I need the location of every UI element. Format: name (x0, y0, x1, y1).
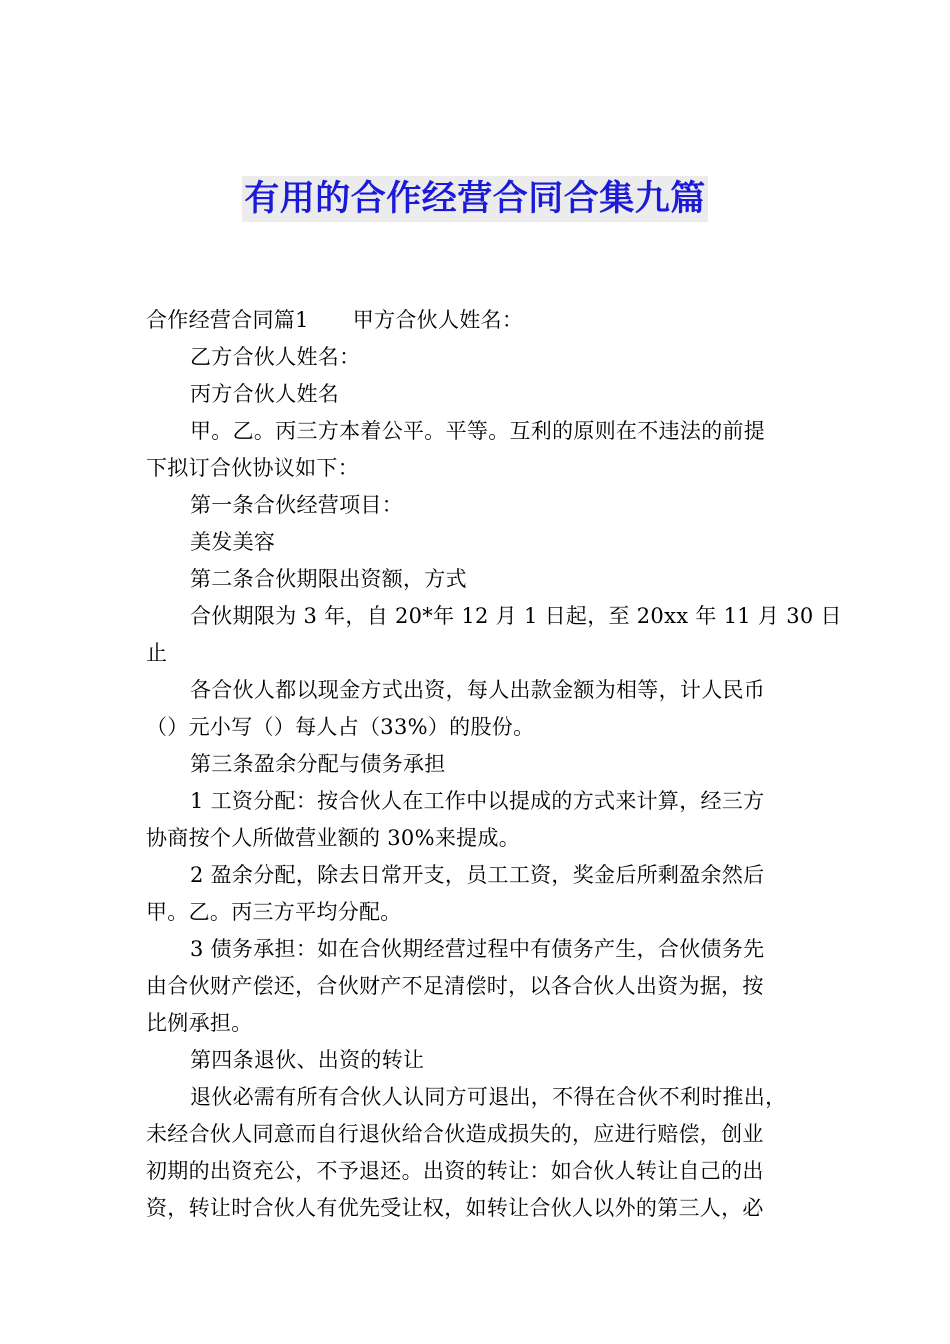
document-title: 有用的合作经营合同合集九篇 (242, 176, 708, 222)
text-line: 止 (146, 641, 168, 665)
text-line: 第四条退伙、出资的转让 (190, 1048, 425, 1072)
text-line: 退伙必需有所有合伙人认同方可退出，不得在合伙不利时推出， (190, 1085, 787, 1109)
party-a-name-label: 甲方合伙人姓名： (352, 308, 524, 332)
text-line: 各合伙人都以现金方式出资，每人出款金额为相等，计人民币 (190, 678, 766, 702)
text-line: 甲。乙。丙三方平均分配。 (146, 900, 402, 924)
text-line: 未经合伙人同意而自行退伙给合伙造成损失的，应进行赔偿，创业 (146, 1122, 764, 1146)
text-line: 乙方合伙人姓名： (190, 345, 361, 369)
text-line: 下拟订合伙协议如下： (146, 456, 359, 480)
text-line: 协商按个人所做营业额的 30%来提成。 (146, 826, 521, 850)
text-line: 第二条合伙期限出资额，方式 (190, 567, 467, 591)
text-line: 初期的出资充公，不予退还。出资的转让：如合伙人转让自己的出 (146, 1159, 764, 1183)
document-body (146, 302, 842, 1227)
text-line: 美发美容 (190, 530, 276, 554)
text-line: 由合伙财产偿还，合伙财产不足清偿时，以各合伙人出资为据，按 (146, 974, 764, 998)
text-line: 第三条盈余分配与债务承担 (190, 752, 446, 776)
section-heading: 合作经营合同篇1 (146, 308, 309, 332)
text-line: 丙方合伙人姓名 (190, 382, 340, 406)
text-line: 3 债务承担：如在合伙期经营过程中有债务产生，合伙债务先 (190, 937, 765, 961)
text-line: 1 工资分配：按合伙人在工作中以提成的方式来计算，经三方 (190, 789, 765, 813)
text-line: 资，转让时合伙人有优先受让权，如转让合伙人以外的第三人，必 (146, 1196, 764, 1220)
text-line: 第一条合伙经营项目： (190, 493, 403, 517)
section-heading-line (146, 302, 806, 339)
text-line: 合伙期限为 3 年，自 20*年 12 月 1 日起，至 20xx 年 11 月 30 日 (190, 604, 842, 628)
text-line: 甲。乙。丙三方本着公平。平等。互利的原则在不违法的前提 (190, 419, 766, 443)
text-line: 2 盈余分配，除去日常开支，员工工资，奖金后所剩盈余然后 (190, 863, 765, 887)
text-line: （）元小写（）每人占（33%）的股份。 (146, 715, 535, 739)
text-line: 比例承担。 (146, 1011, 253, 1035)
title-container (0, 176, 950, 222)
